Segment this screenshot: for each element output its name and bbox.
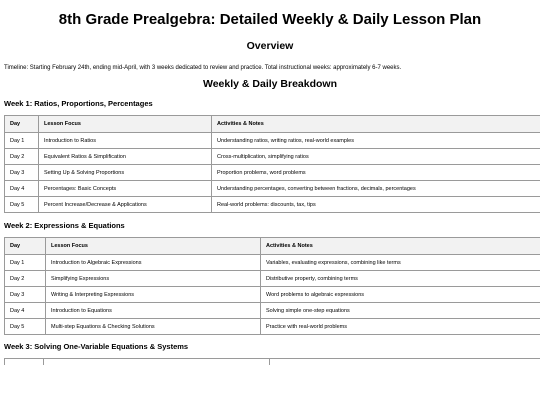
lesson-focus-cell: Setting Up & Solving Proportions bbox=[39, 165, 212, 181]
table-row bbox=[5, 319, 540, 335]
lesson-focus-cell: Writing & Interpreting Expressions bbox=[46, 287, 261, 303]
table-header-row bbox=[5, 238, 540, 255]
day-cell: Day 1 bbox=[5, 133, 39, 149]
overview-heading: Overview bbox=[246, 40, 294, 52]
header-lesson-focus: Lesson Focus bbox=[46, 238, 261, 255]
header-activities-notes: Activities & Notes bbox=[212, 116, 540, 133]
activities-cell: Understanding percentages, converting between fractions, decimals, percentages bbox=[212, 181, 540, 197]
table-row bbox=[5, 287, 540, 303]
day-cell: Day 2 bbox=[5, 149, 39, 165]
table-row bbox=[5, 133, 540, 149]
page-title: 8th Grade Prealgebra: Detailed Weekly & Daily Lesson Plan bbox=[58, 11, 482, 28]
day-cell: Day 5 bbox=[5, 319, 46, 335]
table-row bbox=[5, 197, 540, 213]
activities-cell: Real-world problems: discounts, tax, tips bbox=[212, 197, 540, 213]
table-row bbox=[5, 165, 540, 181]
lesson-focus-cell: Percentages: Basic Concepts bbox=[39, 181, 212, 197]
week-2-table bbox=[4, 237, 540, 335]
week-1-table bbox=[4, 115, 540, 213]
table-row bbox=[5, 271, 540, 287]
lesson-focus-cell: Percent Increase/Decrease & Applications bbox=[39, 197, 212, 213]
activities-cell: Word problems to algebraic expressions bbox=[261, 287, 540, 303]
week-1-title: Week 1: Ratios, Proportions, Percentages bbox=[4, 99, 153, 108]
day-cell: Day 3 bbox=[5, 165, 39, 181]
table-row bbox=[5, 255, 540, 271]
header-activities-notes: Activities & Notes bbox=[261, 238, 540, 255]
lesson-focus-cell: Introduction to Ratios bbox=[39, 133, 212, 149]
lesson-focus-cell: Equivalent Ratios & Simplification bbox=[39, 149, 212, 165]
header-lesson-focus: Lesson Focus bbox=[39, 116, 212, 133]
activities-cell: Practice with real-world problems bbox=[261, 319, 540, 335]
day-cell: Day 1 bbox=[5, 255, 46, 271]
table-row bbox=[5, 303, 540, 319]
activities-cell: Distributive property, combining terms bbox=[261, 271, 540, 287]
header-day: Day bbox=[5, 116, 39, 133]
activities-cell: Solving simple one-step equations bbox=[261, 303, 540, 319]
activities-cell: Understanding ratios, writing ratios, real-world examples bbox=[212, 133, 540, 149]
week-3-title: Week 3: Solving One-Variable Equations & Systems bbox=[4, 342, 189, 351]
day-cell: Day 4 bbox=[5, 181, 39, 197]
day-cell: Day 3 bbox=[5, 287, 46, 303]
day-cell: Day 4 bbox=[5, 303, 46, 319]
table-row bbox=[5, 181, 540, 197]
lesson-focus-cell: Multi-step Equations & Checking Solutions bbox=[46, 319, 261, 335]
lesson-focus-cell: Simplifying Expressions bbox=[46, 271, 261, 287]
table-header-row bbox=[5, 116, 540, 133]
breakdown-heading: Weekly & Daily Breakdown bbox=[202, 78, 338, 90]
day-cell: Day 5 bbox=[5, 197, 39, 213]
lesson-focus-cell: Introduction to Algebraic Expressions bbox=[46, 255, 261, 271]
activities-cell: Cross-multiplication, simplifying ratios bbox=[212, 149, 540, 165]
table-row bbox=[5, 149, 540, 165]
week-3-table-top-edge bbox=[4, 358, 540, 365]
lesson-focus-cell: Introduction to Equations bbox=[46, 303, 261, 319]
week-2-title: Week 2: Expressions & Equations bbox=[4, 221, 125, 230]
header-day: Day bbox=[5, 238, 46, 255]
activities-cell: Variables, evaluating expressions, combining like terms bbox=[261, 255, 540, 271]
timeline-text: Timeline: Starting February 24th, ending mid-April, with 3 weeks dedicated to review and practice. Total instructional weeks: approximately 6-7 weeks. bbox=[4, 65, 402, 71]
activities-cell: Proportion problems, word problems bbox=[212, 165, 540, 181]
day-cell: Day 2 bbox=[5, 271, 46, 287]
